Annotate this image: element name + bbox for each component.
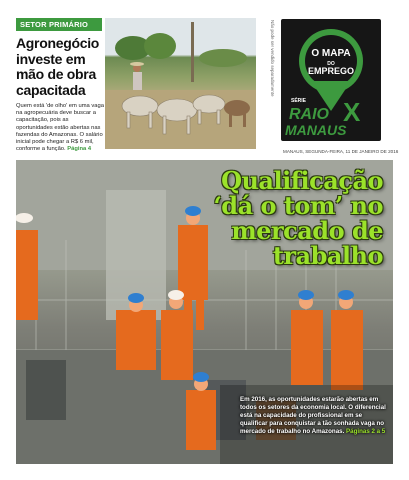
logo-line3: EMPREGO — [307, 66, 355, 76]
logo-line2: DO — [327, 61, 335, 67]
credit-text: Não pode ser vendido separadamente — [270, 20, 275, 97]
teaser-body — [16, 103, 104, 153]
teaser-page-ref[interactable]: Página 4 — [67, 146, 92, 153]
logo-line1: O MAPA — [311, 48, 351, 59]
teaser-body-text: Quem está 'de olho' em uma vaga na agropecuária deve buscar a capacitação, pois as oportunidades estão abertas nas fazendas do Amazonas. O salário inicial pode chegar a R$ 6 mil, conforme a função. — [16, 103, 104, 153]
cattle-illustration — [105, 18, 256, 149]
section-tag: SETOR PRIMÁRIO — [16, 18, 102, 31]
logo-manaus: MANAUS — [285, 122, 347, 138]
main-caption — [240, 396, 390, 436]
teaser-headline[interactable]: Agronegócio investe em mão de obra capacitada — [16, 35, 100, 98]
logo-series-label: SÉRIE — [291, 98, 307, 104]
logo-raio: RAIO — [289, 106, 329, 123]
main-photo — [16, 160, 393, 464]
vertical-credit — [267, 20, 275, 140]
caption-text: Em 2016, as oportunidades estarão abertas em todos os setores da economia local. O diferencial está na capacidade do profissional em se qualificar para conquistar a tão sonhada vaga no mercado de trabalho no Amazonas. — [240, 396, 386, 435]
dateline: MANAUS, SEGUNDA-FEIRA, 11 DE JANEIRO DE 2016 — [283, 149, 399, 154]
main-headline[interactable]: Qualificação ‘dá o tom’ no mercado de trabalho — [213, 166, 383, 270]
teaser-article — [16, 18, 104, 153]
cattle-photo — [105, 18, 256, 149]
logo-x: X — [343, 97, 361, 127]
logo-graphic — [281, 19, 381, 141]
raio-x-manaus-logo — [281, 19, 381, 141]
caption-page-ref[interactable]: Páginas 2 a 5 — [346, 428, 386, 435]
